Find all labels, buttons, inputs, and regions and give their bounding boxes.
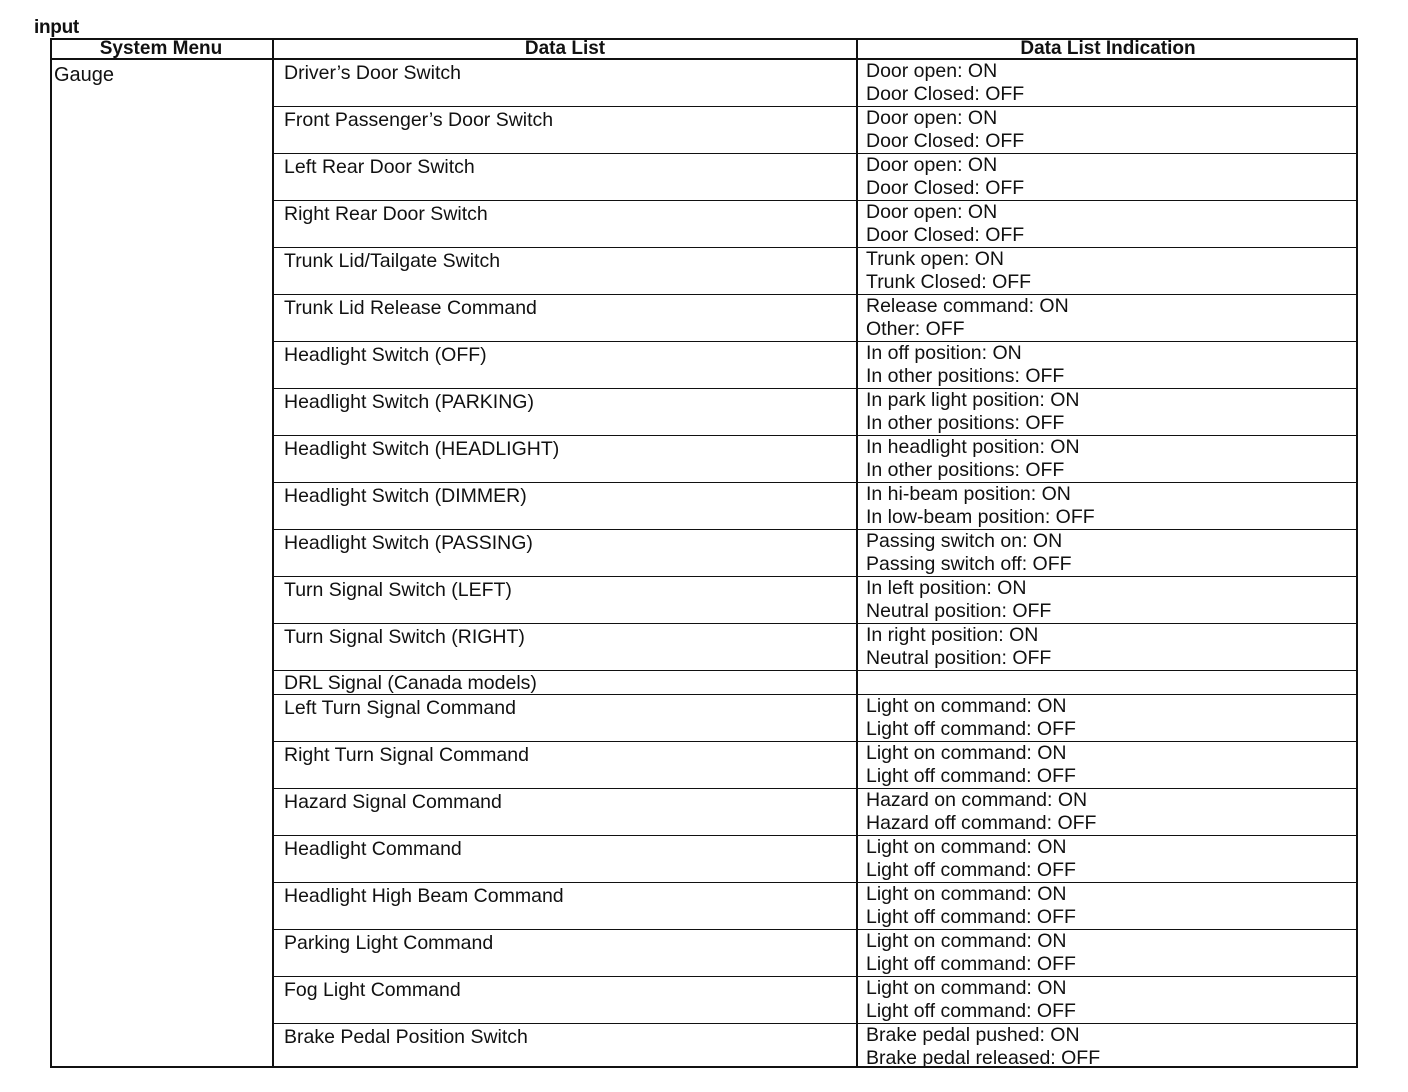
table-row — [274, 695, 1356, 742]
indication-on: Door open: ON — [866, 201, 998, 223]
data-list-indication — [866, 624, 1051, 670]
indication-on: In off position: ON — [866, 342, 1022, 364]
data-list-item: Trunk Lid/Tailgate Switch — [284, 250, 501, 272]
indication-on: Trunk open: ON — [866, 248, 1005, 270]
data-list-item: Headlight High Beam Command — [284, 885, 564, 907]
data-list-item: Headlight Command — [284, 838, 462, 860]
data-list-indication — [866, 248, 1031, 294]
data-list-item: Right Turn Signal Command — [284, 744, 529, 766]
data-list-indication — [866, 742, 1076, 788]
indication-on: Light on command: ON — [866, 930, 1067, 952]
data-list-item: Headlight Switch (HEADLIGHT) — [284, 438, 560, 460]
table-row — [274, 60, 1356, 107]
indication-off: In other positions: OFF — [866, 459, 1065, 481]
data-list-indication — [866, 883, 1076, 929]
indication-off: Neutral position: OFF — [866, 600, 1052, 622]
data-list-indication — [866, 695, 1076, 741]
indication-on: Light on command: ON — [866, 883, 1067, 905]
data-list-indication — [866, 389, 1080, 435]
indication-off: Light off command: OFF — [866, 765, 1076, 787]
data-list-item: DRL Signal (Canada models) — [284, 672, 537, 694]
table-row — [274, 154, 1356, 201]
data-list-indication — [866, 107, 1024, 153]
system-menu-value: Gauge — [54, 64, 115, 86]
table-row — [274, 107, 1356, 154]
table-header — [50, 38, 1358, 60]
indication-off: Door Closed: OFF — [866, 83, 1025, 105]
table-body — [274, 60, 1356, 1071]
indication-on: In left position: ON — [866, 577, 1027, 599]
table-row — [274, 201, 1356, 248]
data-list-item: Fog Light Command — [284, 979, 461, 1001]
indication-off: Light off command: OFF — [866, 953, 1076, 975]
data-list-indication — [866, 154, 1024, 200]
table-row — [274, 671, 1356, 695]
data-list-indication — [866, 930, 1076, 976]
indication-off: Light off command: OFF — [866, 906, 1076, 928]
data-list-indication — [866, 836, 1076, 882]
indication-off: In low-beam position: OFF — [866, 506, 1095, 528]
data-list-indication — [866, 483, 1095, 529]
data-list-indication — [866, 530, 1072, 576]
indication-on: In right position: ON — [866, 624, 1039, 646]
table-row — [274, 295, 1356, 342]
table-row — [274, 1024, 1356, 1071]
header-system-menu: System Menu — [99, 38, 223, 59]
indication-on: In headlight position: ON — [866, 436, 1080, 458]
indication-off: Door Closed: OFF — [866, 130, 1025, 152]
data-list-indication — [866, 436, 1080, 482]
data-list-item: Headlight Switch (OFF) — [284, 344, 487, 366]
indication-off: Brake pedal released: OFF — [866, 1047, 1101, 1069]
data-list-indication — [866, 201, 1024, 247]
header-data-list: Data List — [524, 38, 606, 59]
data-list-item: Headlight Switch (PASSING) — [284, 532, 533, 554]
indication-off: Light off command: OFF — [866, 859, 1076, 881]
indication-off: Light off command: OFF — [866, 718, 1076, 740]
indication-on: Hazard on command: ON — [866, 789, 1088, 811]
indication-off: Hazard off command: OFF — [866, 812, 1097, 834]
indication-on: Light on command: ON — [866, 742, 1067, 764]
data-list-item: Headlight Switch (PARKING) — [284, 391, 534, 413]
table-row — [274, 389, 1356, 436]
indication-off: Neutral position: OFF — [866, 647, 1052, 669]
indication-on: Door open: ON — [866, 60, 998, 82]
indication-on: Light on command: ON — [866, 836, 1067, 858]
indication-on: Release command: ON — [866, 295, 1069, 317]
table-row — [274, 577, 1356, 624]
table-row — [274, 248, 1356, 295]
data-list-item: Front Passenger’s Door Switch — [284, 109, 554, 131]
data-list-item: Right Rear Door Switch — [284, 203, 488, 225]
data-list-item: Brake Pedal Position Switch — [284, 1026, 528, 1048]
table-row — [274, 789, 1356, 836]
indication-off: Passing switch off: OFF — [866, 553, 1072, 575]
data-list-indication — [866, 1024, 1100, 1070]
indication-off: Door Closed: OFF — [866, 177, 1025, 199]
table-row — [274, 483, 1356, 530]
indication-on: Door open: ON — [866, 154, 998, 176]
table-row — [274, 342, 1356, 389]
data-list-indication — [866, 342, 1064, 388]
table-row — [274, 836, 1356, 883]
data-list-indication — [866, 60, 1024, 106]
indication-on: In hi-beam position: ON — [866, 483, 1071, 505]
data-list-item: Left Turn Signal Command — [284, 697, 516, 719]
data-list-item: Hazard Signal Command — [284, 791, 502, 813]
indication-on: In park light position: ON — [866, 389, 1080, 411]
indication-on: Brake pedal pushed: ON — [866, 1024, 1080, 1046]
data-list-item: Trunk Lid Release Command — [284, 297, 537, 319]
page-label: input — [34, 17, 79, 38]
table-row — [274, 977, 1356, 1024]
table-row — [274, 742, 1356, 789]
indication-off: In other positions: OFF — [866, 365, 1065, 387]
table-row — [274, 436, 1356, 483]
data-list-item: Turn Signal Switch (LEFT) — [284, 579, 512, 601]
data-list-item: Headlight Switch (DIMMER) — [284, 485, 527, 507]
indication-on: Door open: ON — [866, 107, 998, 129]
data-list-item: Driver’s Door Switch — [284, 62, 461, 84]
indication-off: Trunk Closed: OFF — [866, 271, 1032, 293]
indication-off: Light off command: OFF — [866, 1000, 1076, 1022]
indication-off: Door Closed: OFF — [866, 224, 1025, 246]
data-list-item: Turn Signal Switch (RIGHT) — [284, 626, 525, 648]
header-data-list-indication: Data List Indication — [1020, 38, 1196, 59]
table-row — [274, 624, 1356, 671]
data-list-indication — [866, 789, 1096, 835]
indication-off: Other: OFF — [866, 318, 965, 340]
data-list-item: Parking Light Command — [284, 932, 494, 954]
data-list-indication — [866, 295, 1069, 341]
data-list-indication — [866, 577, 1051, 623]
indication-on: Passing switch on: ON — [866, 530, 1063, 552]
table-row — [274, 883, 1356, 930]
indication-off: In other positions: OFF — [866, 412, 1065, 434]
indication-on: Light on command: ON — [866, 977, 1067, 999]
indication-on: Light on command: ON — [866, 695, 1067, 717]
table-row — [274, 530, 1356, 577]
data-list-item: Left Rear Door Switch — [284, 156, 475, 178]
table-row — [274, 930, 1356, 977]
data-list-indication — [866, 977, 1076, 1023]
